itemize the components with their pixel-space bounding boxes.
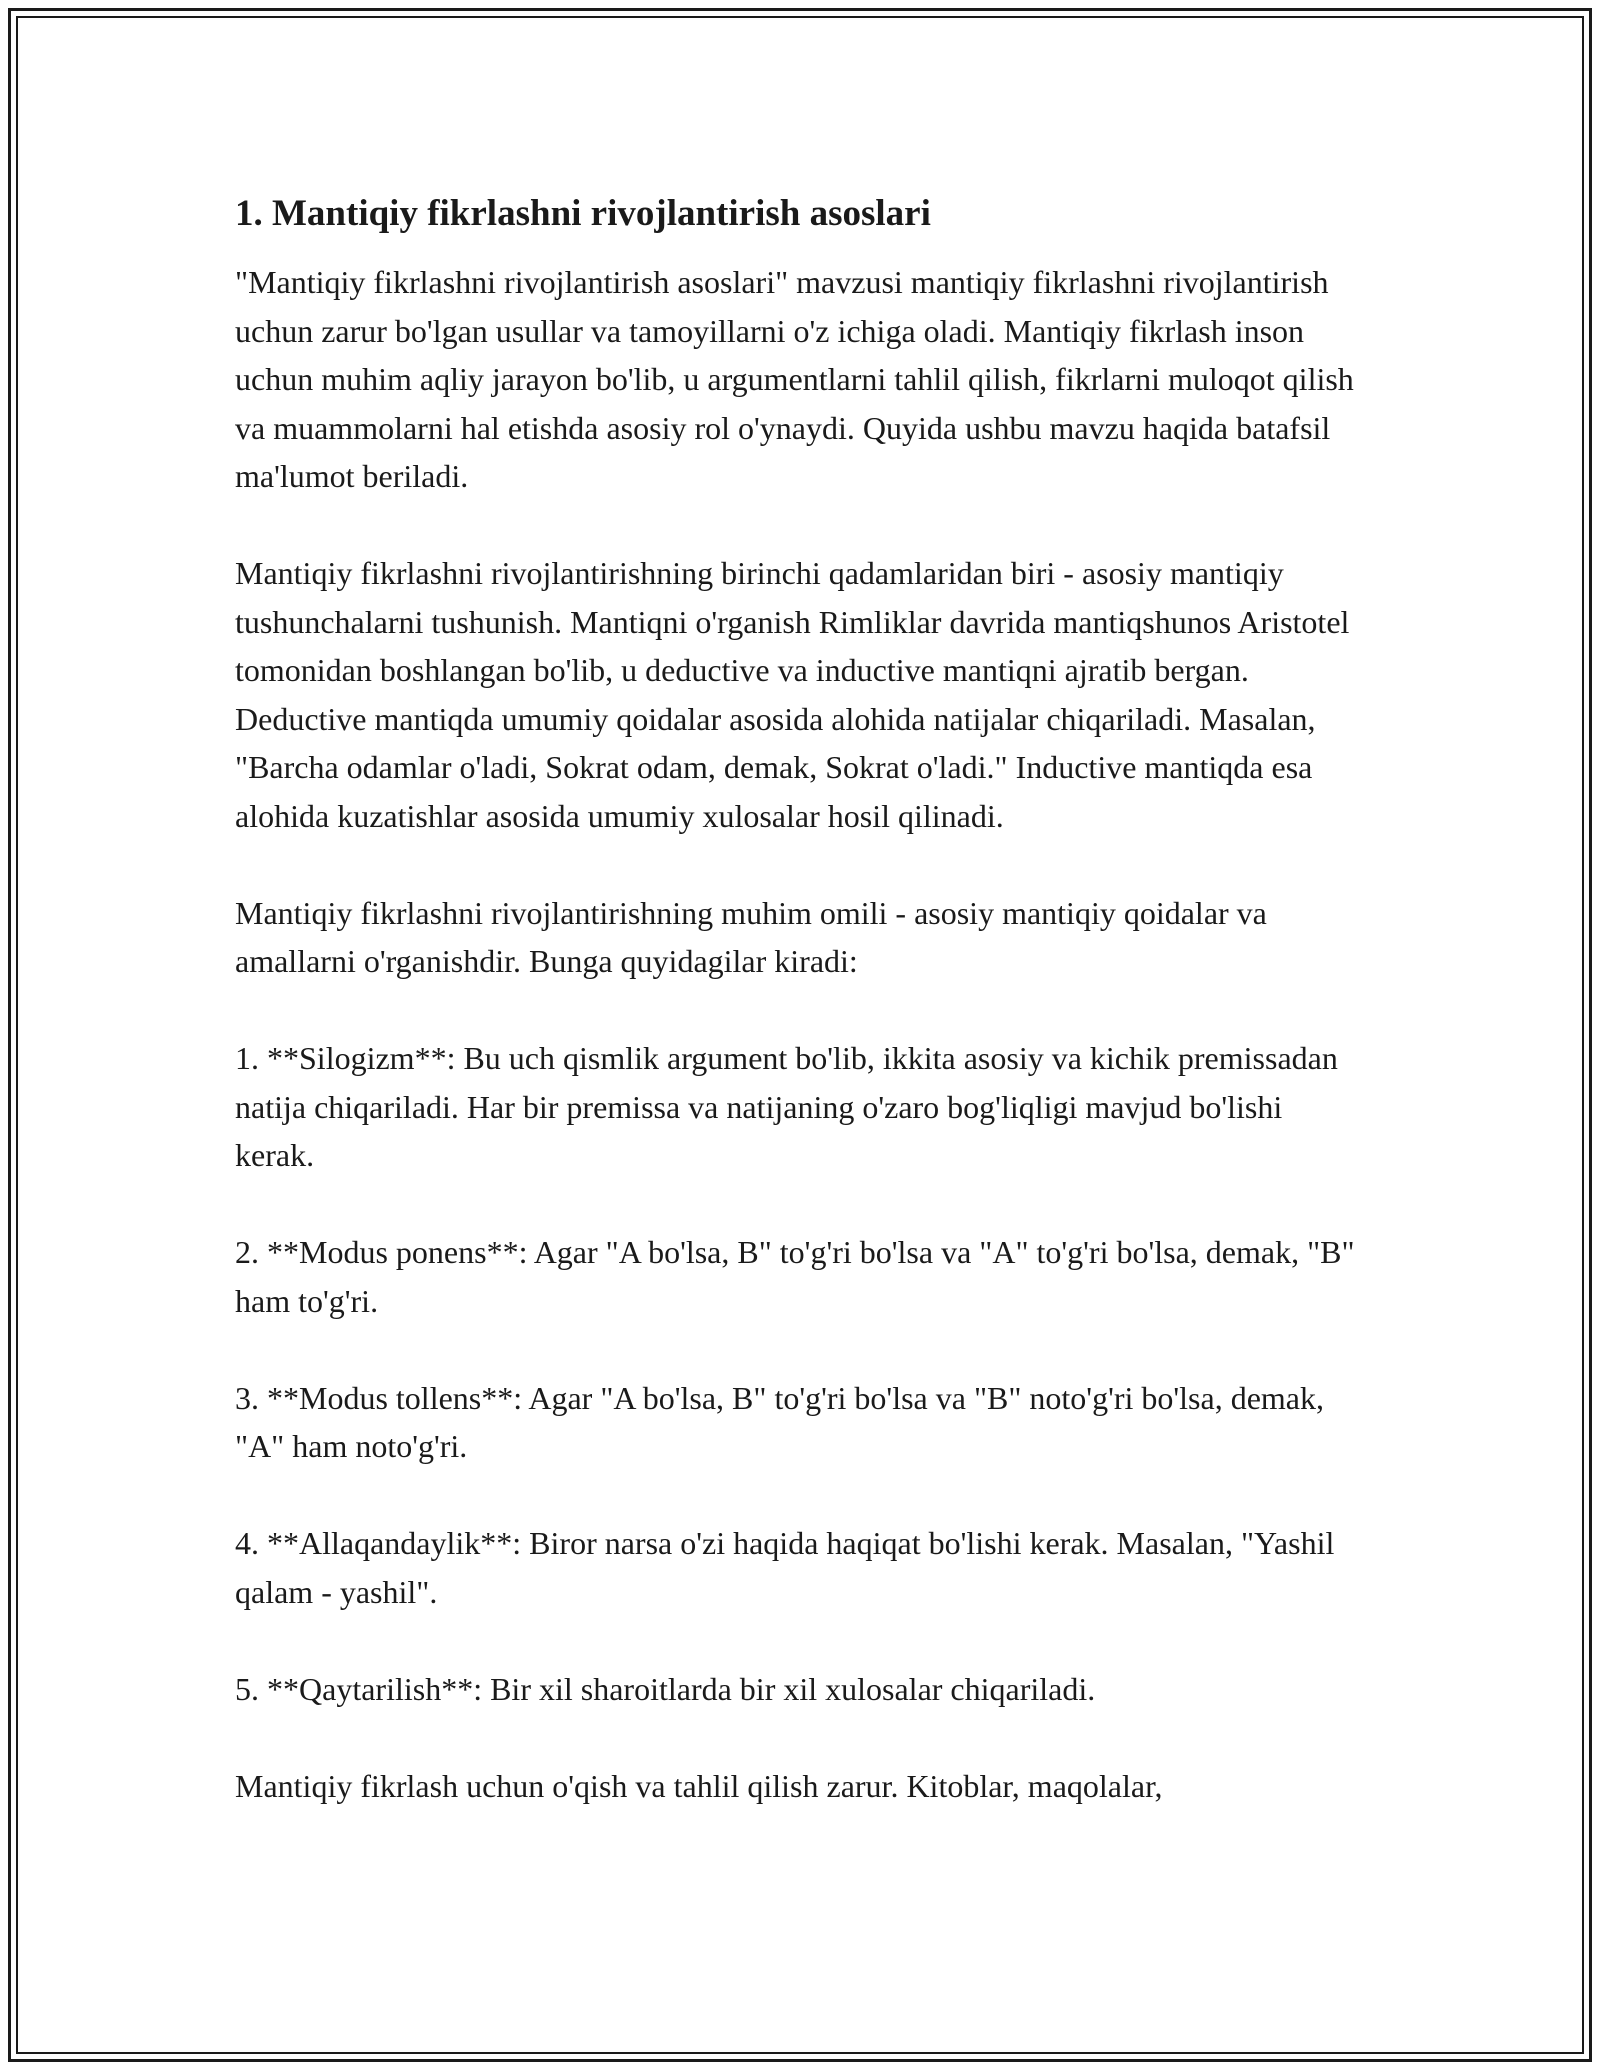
- document-body: [235, 188, 1365, 1859]
- list-item-allaqandaylik: 4. **Allaqandaylik**: Biror narsa o'zi haqida haqiqat bo'lishi kerak. Masalan, "Yashil qalam - yashil".: [235, 1525, 1335, 1610]
- paragraph-reading: Mantiqiy fikrlash uchun o'qish va tahlil qilish zarur. Kitoblar, maqolalar,: [235, 1767, 1163, 1804]
- section-title: 1. Mantiqiy fikrlashni rivojlantirish asoslari: [235, 193, 931, 234]
- list-item-modus-tollens: 3. **Modus tollens**: Agar "A bo'lsa, B" to'g'ri bo'lsa va "B" noto'g'ri bo'lsa, demak, "A" ham noto'g'ri.: [235, 1379, 1324, 1464]
- list-item-silogizm: 1. **Silogizm**: Bu uch qismlik argument bo'lib, ikkita asosiy va kichik premissadan natija chiqariladi. Har bir premissa va natijaning o'zaro bog'liqligi mavjud bo'lishi kerak.: [235, 1040, 1338, 1173]
- list-item-qaytarilish: 5. **Qaytarilish**: Bir xil sharoitlarda bir xil xulosalar chiqariladi.: [235, 1670, 1096, 1707]
- paragraph-rules-intro: Mantiqiy fikrlashni rivojlantirishning muhim omili - asosiy mantiqiy qoidalar va amallarni o'rganishdir. Bunga quyidagilar kiradi:: [235, 894, 1267, 979]
- paragraph-intro: "Mantiqiy fikrlashni rivojlantirish asoslari" mavzusi mantiqiy fikrlashni rivojlantirish uchun zarur bo'lgan usullar va tamoyillarni o'z ichiga oladi. Mantiqiy fikrlash inson uchun muhim aqliy jarayon bo'lib, u argumentlarni tahlil qilish, fikrlarni muloqot qilish va muammolarni hal etishda asosiy rol o'ynaydi. Quyida ushbu mavzu haqida batafsil ma'lumot beriladi.: [235, 264, 1354, 494]
- paragraph-logic-concepts: Mantiqiy fikrlashni rivojlantirishning birinchi qadamlaridan biri - asosiy mantiqiy tushunchalarni tushunish. Mantiqni o'rganish Rimliklar davrida mantiqshunos Aristotel tomonidan boshlangan bo'lib, u deductive va inductive mantiqni ajratib bergan. Deductive mantiqda umumiy qoidalar asosida alohida natijalar chiqariladi. Masalan, "Barcha odamlar o'ladi, Sokrat odam, demak, Sokrat o'ladi." Inductive mantiqda esa alohida kuzatishlar asosida umumiy xulosalar hosil qilinadi.: [235, 555, 1350, 834]
- list-item-modus-ponens: 2. **Modus ponens**: Agar "A bo'lsa, B" to'g'ri bo'lsa va "A" to'g'ri bo'lsa, demak, "B" ham to'g'ri.: [235, 1234, 1355, 1319]
